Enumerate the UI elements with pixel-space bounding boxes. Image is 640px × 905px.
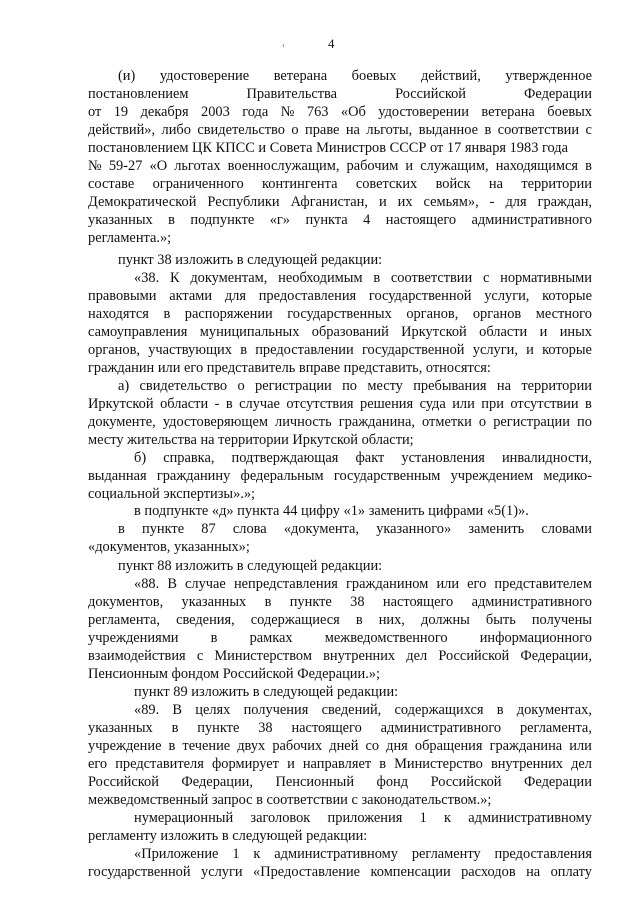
text-line [134, 270, 592, 287]
word: регламента, [519, 720, 592, 736]
word: ветерана [273, 68, 328, 84]
text-line [88, 756, 592, 773]
word: инвалидности, [501, 450, 592, 466]
word: а) [118, 378, 130, 394]
word: находятся [88, 306, 149, 322]
word: ветерана [481, 104, 535, 120]
word: Министерство [394, 756, 483, 772]
word: с [196, 648, 204, 664]
word: удостоверении [378, 104, 469, 120]
word: внутренних [323, 648, 396, 664]
word: утвержденное [505, 68, 592, 84]
word: дел [571, 756, 592, 772]
word: Федерации, [181, 774, 253, 790]
word: административного [471, 212, 592, 228]
word: представителем [494, 576, 592, 592]
word: № [88, 158, 102, 174]
word: услуги, [472, 342, 518, 358]
word: соответствии [390, 270, 473, 286]
word: Министерством [214, 648, 312, 664]
word: в [163, 306, 171, 322]
word: его [88, 756, 108, 772]
word: в [168, 212, 175, 228]
word: «89. [134, 702, 160, 718]
word: административного [380, 720, 502, 736]
word: государственных [287, 306, 392, 322]
word: дней [329, 738, 359, 754]
word: отсутствия [286, 396, 354, 412]
word: Иркутской [88, 396, 154, 412]
word: «документа, [283, 521, 359, 537]
word: распоряжении [184, 306, 273, 322]
word: течение [182, 738, 231, 754]
text-line [88, 288, 592, 305]
word: «38. [134, 270, 160, 286]
text-line [88, 158, 592, 175]
word: заменить [468, 521, 525, 537]
word: месту [367, 378, 403, 394]
word: от [88, 104, 102, 120]
word: актами [169, 288, 213, 304]
text-line [118, 378, 592, 395]
text-line [88, 194, 592, 211]
word: словами [541, 521, 592, 537]
text-line: пункт 88 изложить в следующей редакции: [118, 558, 383, 574]
word: в [585, 396, 592, 412]
word: гражданина [489, 738, 563, 754]
word: служащим, [420, 158, 489, 174]
word: факт [355, 450, 385, 466]
word: действий, [420, 68, 481, 84]
text-line [88, 864, 592, 881]
word: № [280, 104, 295, 120]
word: территории [521, 378, 592, 394]
word: 59-27 [108, 158, 143, 174]
word: государственной [368, 288, 472, 304]
word: участвующих [148, 342, 232, 358]
word: учреждение [88, 738, 162, 754]
word: учреждением [450, 468, 534, 484]
word: на [345, 122, 360, 138]
word: суда [419, 396, 446, 412]
word: 38 [350, 594, 365, 610]
word: компенсации [370, 864, 451, 880]
word: и [405, 158, 414, 174]
word: их [397, 194, 413, 210]
word: на [488, 176, 503, 192]
word: гражданина, [338, 414, 415, 430]
word: органов, [88, 342, 140, 358]
word: декабря [140, 104, 189, 120]
word: в [373, 270, 381, 286]
word: административному [274, 846, 398, 862]
word: и [378, 194, 387, 210]
word: пункте [142, 521, 185, 537]
word: для [224, 288, 246, 304]
word: - [489, 194, 495, 210]
word: Российской [430, 774, 502, 790]
word: административного [471, 594, 592, 610]
word: к [444, 810, 452, 826]
text-line [88, 176, 592, 193]
word: Афганистан, [290, 194, 368, 210]
text-line: Пенсионным фондом Российской Федерации.»; [88, 666, 380, 682]
text-line: межведомственный запрос в соответствии с законодательством.»; [88, 792, 492, 808]
text-line: регламенту изложить в следующей редакции: [88, 828, 368, 844]
word: Иркутской [401, 324, 467, 340]
word: свидетельство [139, 378, 228, 394]
word: регистрации [493, 414, 570, 430]
word: со [365, 738, 380, 754]
text-line [88, 104, 592, 121]
word: них, [378, 612, 405, 628]
word: на [526, 864, 541, 880]
word: с [585, 122, 592, 138]
word: государственным [333, 468, 441, 484]
word: по [577, 414, 592, 430]
word: к [253, 846, 261, 862]
word: территории [521, 176, 592, 192]
word: в [585, 158, 592, 174]
word: отметки [422, 414, 472, 430]
word: в [225, 396, 233, 412]
word: по [342, 378, 357, 394]
word: б) [134, 450, 147, 466]
word: льготах [174, 158, 221, 174]
text-line: в подпункте «д» пункта 44 цифру «1» заменить цифрами «5(1)». [134, 503, 529, 519]
word: в [171, 720, 179, 736]
word: услуги, [484, 288, 530, 304]
word: содержащиеся [250, 612, 340, 628]
word: в [379, 756, 387, 772]
word: медико- [543, 468, 592, 484]
word: в [484, 122, 492, 138]
word: подтверждающая [231, 450, 339, 466]
word: нумерационный [134, 810, 234, 826]
word: области [479, 324, 528, 340]
word: Пенсионный [275, 774, 355, 790]
word: в [264, 594, 272, 610]
word: рабочим [346, 158, 399, 174]
word: фонд [376, 774, 409, 790]
word: образований [311, 324, 389, 340]
word: 763 [306, 104, 329, 120]
word: 2003 [201, 104, 230, 120]
word: взаимодействия [88, 648, 186, 664]
word: удостоверение [159, 68, 250, 84]
text-line [88, 342, 592, 359]
text-line [134, 576, 592, 593]
word: двух [237, 738, 266, 754]
word: Российской [438, 648, 510, 664]
word: или [436, 576, 460, 592]
text-line: месту жительства на территории Иркутской области; [88, 432, 414, 448]
word: сведений, [321, 702, 382, 718]
text-line [88, 630, 592, 647]
word: 87 [201, 521, 216, 537]
word: Федерации [524, 86, 592, 102]
word: дел [406, 648, 428, 664]
word: в [496, 702, 504, 718]
word: предоставления [258, 288, 357, 304]
word: межведомственного [324, 630, 448, 646]
word: муниципальных [199, 324, 300, 340]
word: документам, [190, 270, 268, 286]
word: расходов [461, 864, 516, 880]
word: указанного» [376, 521, 452, 537]
word: настоящего [382, 594, 454, 610]
word: В [172, 702, 183, 718]
word: дня [386, 738, 408, 754]
word: - [214, 396, 220, 412]
word: выданное [418, 122, 479, 138]
word: 4 [363, 212, 371, 228]
word: услуги [201, 864, 243, 880]
word: местного [535, 306, 592, 322]
word: пункте [289, 594, 332, 610]
word: контингента [261, 176, 338, 192]
word: «О [149, 158, 168, 174]
word: получены [531, 612, 592, 628]
word: о [291, 122, 299, 138]
word: документе, [88, 414, 156, 430]
text-line: гражданин или его представитель вправе представить, относятся: [88, 360, 491, 376]
word: государственной [88, 864, 191, 880]
word: его [467, 576, 487, 592]
word: внутренних [490, 756, 563, 772]
text-line: постановлением ЦК КПСС и Совета Министров СССР от 17 января 1983 года [88, 140, 569, 156]
word: соответствии [497, 122, 580, 138]
word: о [478, 414, 487, 430]
word: решения [360, 396, 414, 412]
word: Федерации [524, 774, 592, 790]
word: «Об [340, 104, 366, 120]
text-line [134, 450, 592, 467]
word: (и) [118, 68, 136, 84]
word: документах, [516, 702, 592, 718]
word: регистрации [255, 378, 332, 394]
word: «г» [269, 212, 290, 228]
word: льготы, [366, 122, 413, 138]
word: сведения, [176, 612, 235, 628]
word: случае [239, 396, 280, 412]
word: органов, [406, 306, 459, 322]
word: «Предоставление [253, 864, 361, 880]
word: 38 [258, 720, 273, 736]
word: самоуправления [88, 324, 188, 340]
word: Российской [395, 86, 466, 102]
word: Российской [88, 774, 159, 790]
word: 1 [419, 810, 427, 826]
text-line [88, 212, 592, 229]
text-line [88, 720, 592, 737]
word: в [210, 630, 218, 646]
text-line [134, 846, 592, 863]
word: области [160, 396, 209, 412]
word: указанных [88, 212, 153, 228]
word: должны [421, 612, 470, 628]
word: боевых [547, 104, 592, 120]
word: целях [195, 702, 231, 718]
word: праве [305, 122, 340, 138]
word: получения [243, 702, 309, 718]
text-line [88, 396, 592, 413]
word: отсутствии [510, 396, 579, 412]
word: административному [468, 810, 592, 826]
text-line [88, 774, 592, 791]
word: Республики [207, 194, 280, 210]
word: настоящего [291, 720, 362, 736]
word: настоящего [385, 212, 457, 228]
word: документов, [88, 594, 164, 610]
word: непредставления [233, 576, 338, 592]
text-line [88, 648, 592, 665]
word: «88. [134, 576, 160, 592]
word: на [496, 378, 511, 394]
word: федеральным [240, 468, 324, 484]
scan-mark: ‹ [282, 40, 285, 50]
word: в [240, 342, 247, 358]
word: случае [185, 576, 226, 592]
word: указанных [181, 594, 247, 610]
word: приложения [327, 810, 403, 826]
word: и [526, 342, 534, 358]
word: предоставлении [255, 342, 354, 358]
word: заголовок [250, 810, 311, 826]
word: в [118, 521, 125, 537]
text-line [88, 324, 592, 341]
word: формирует [211, 756, 279, 772]
word: К [169, 270, 180, 286]
word: В [167, 576, 177, 592]
text-line: «документов, указанных»; [88, 539, 250, 555]
text-line [118, 68, 592, 85]
word: 19 [113, 104, 129, 120]
word: гражданином [346, 576, 429, 592]
word: семьям», [423, 194, 479, 210]
word: «Приложение [134, 846, 219, 862]
word: пункте [197, 720, 240, 736]
word: личность [275, 414, 332, 430]
word: для [505, 194, 527, 210]
word: или [452, 396, 475, 412]
word: слова [232, 521, 267, 537]
word: справка, [163, 450, 215, 466]
text-line [88, 122, 592, 139]
text-line [88, 738, 592, 755]
word: с [482, 270, 490, 286]
word: которые [542, 342, 592, 358]
word: государственной [361, 342, 465, 358]
page-number: 4 [328, 36, 335, 51]
word: постановлением [88, 86, 189, 102]
word: Правительства [246, 86, 338, 102]
word: боевых [351, 68, 397, 84]
word: содержащихся [394, 702, 484, 718]
word: военнослужащим, [227, 158, 340, 174]
text-line [134, 702, 592, 719]
word: оплату [550, 864, 592, 880]
word: регламенту [411, 846, 481, 862]
text-line: регламента.»; [88, 230, 172, 246]
word: подпункте [190, 212, 255, 228]
word: пребывания [413, 378, 487, 394]
word: гражданину [156, 468, 231, 484]
word: рабочих [272, 738, 323, 754]
word: указанных [88, 720, 153, 736]
word: в [168, 738, 176, 754]
text-line [88, 468, 592, 485]
word: либо [161, 122, 191, 138]
word: направляет [302, 756, 372, 772]
word: выданная [88, 468, 147, 484]
word: нормативными [500, 270, 592, 286]
word: которые [542, 288, 592, 304]
word: учреждениями [88, 630, 179, 646]
word: 1 [232, 846, 240, 862]
word: и [287, 756, 295, 772]
word: Федерации, [520, 648, 592, 664]
word: установления [401, 450, 485, 466]
text-line [118, 521, 592, 538]
word: в [355, 612, 363, 628]
word: информационного [479, 630, 592, 646]
text-line: пункт 89 изложить в следующей редакции: [134, 684, 399, 700]
word: органов [472, 306, 522, 322]
text-line [88, 414, 592, 431]
word: советских [355, 176, 418, 192]
word: рамках [249, 630, 293, 646]
text-line [88, 594, 592, 611]
word: находящимся [495, 158, 579, 174]
word: быть [485, 612, 516, 628]
word: граждан, [537, 194, 592, 210]
word: действий», [88, 122, 156, 138]
word: войск [435, 176, 471, 192]
word: при [481, 396, 504, 412]
word: и [539, 324, 548, 340]
word: необходимым [278, 270, 363, 286]
text-line: пункт 38 изложить в следующей редакции: [118, 252, 383, 268]
text-line: социальной экспертизы».»; [88, 486, 256, 502]
word: ограниченного [152, 176, 244, 192]
word: пункта [305, 212, 348, 228]
word: свидетельство [197, 122, 285, 138]
word: о [237, 378, 245, 394]
word: или [569, 738, 592, 754]
word: регламента, [88, 612, 160, 628]
word: предоставления [494, 846, 592, 862]
word: правовыми [88, 288, 157, 304]
text-line [88, 306, 592, 323]
word: Демократической [88, 194, 197, 210]
text-line [134, 810, 592, 827]
word: обращения [414, 738, 483, 754]
text-line [88, 612, 592, 629]
word: представителя [115, 756, 204, 772]
word: года [242, 104, 269, 120]
word: составе [88, 176, 135, 192]
word: иных [559, 324, 592, 340]
word: удостоверяющем [162, 414, 268, 430]
text-line [88, 86, 592, 103]
